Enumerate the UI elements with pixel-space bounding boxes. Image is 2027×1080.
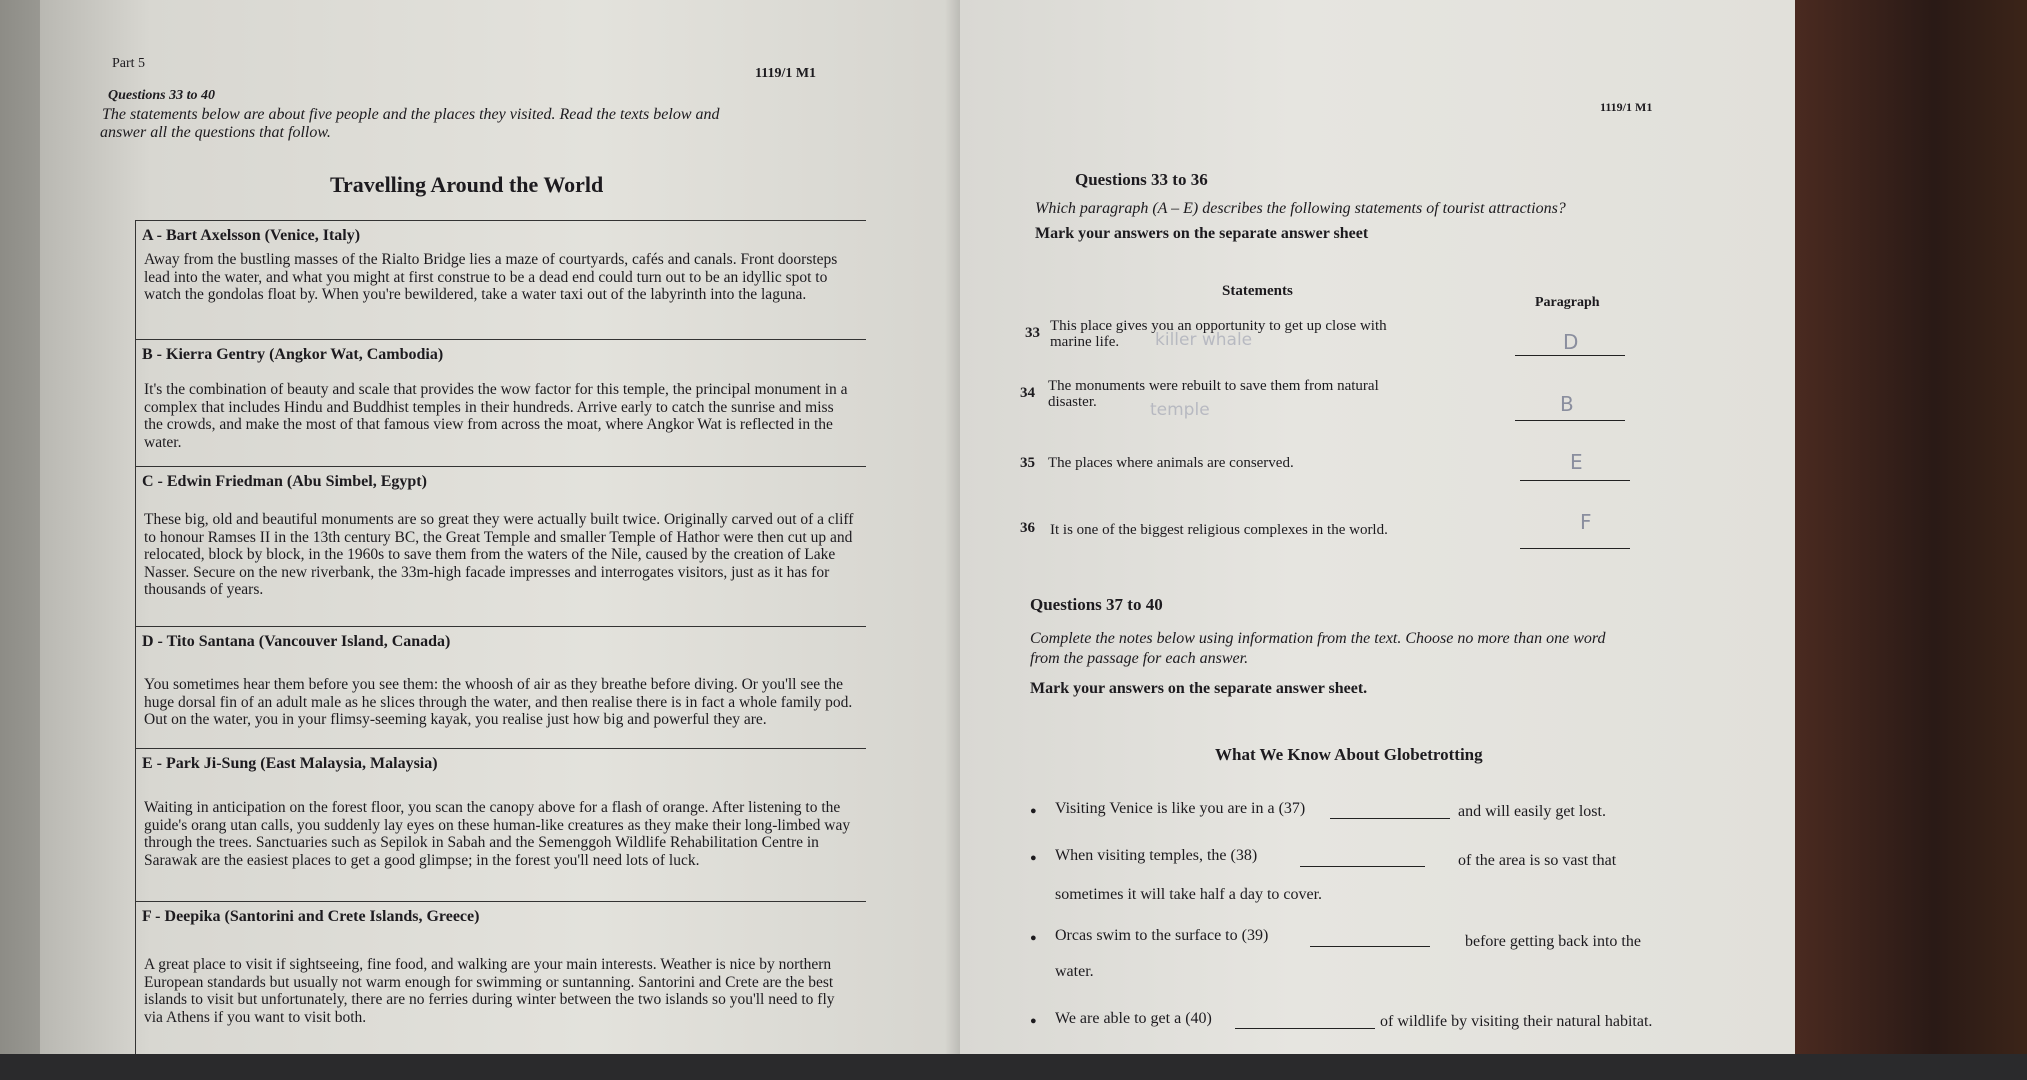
intro-line-1: The statements below are about five people and the places they visited. Read the texts below and <box>102 106 720 123</box>
section-e-text: Waiting in anticipation on the forest floor, you scan the canopy above for a flash of orange. After listening to the guide's orang utan calls, you suddenly lay eyes on these human-like creatures as they make their long-limbed way through the trees. Sanctuaries such as Sepilok in Sabah and the Semenggoh Wildlife Rehabilitation Centre in Sarawak are the easiest places to get a good glimpse; in the forest you'll need lots of luck. <box>144 799 851 869</box>
answer-38-blank[interactable] <box>1300 866 1425 867</box>
passage-box <box>135 220 866 1062</box>
paper-code: 1119/1 M1 <box>755 66 817 81</box>
section-b-heading: B - Kierra Gentry (Angkor Wat, Cambodia) <box>136 339 866 364</box>
passage-title: Travelling Around the World <box>330 172 604 197</box>
statement-34-number: 34 <box>1020 385 1035 401</box>
note-40-text: We are able to get a (40) <box>1055 1010 1212 1027</box>
answer-40-blank[interactable] <box>1235 1028 1375 1029</box>
section-d-text: You sometimes hear them before you see them: the whoosh of air as they breathe before diving. Or you'll see the huge dorsal fin of an adult male as he slices through the water, and then realise there is in fact a whole family pod. Out on the water, you in your flimsy-seeming kayak, you realise just how big and powerful they are. <box>144 676 853 728</box>
section-c-text: These big, old and beautiful monuments are so great they were actually built twice. Originally carved out of a cliff to honour Ramses II in the 13th century BC, the Great Temple and smaller Temple of Hathor were then cut up and relocated, block by block, in the 1960s to save them from the waters of the Nile, caused by the creation of Lake Nasser. Secure on the new riverbank, the 33m-high facade impresses and interrogates visitors, just as it has for thousands of years. <box>144 511 854 598</box>
questions-range: Questions 33 to 40 <box>108 88 215 103</box>
answer-34: B <box>1560 392 1574 416</box>
statement-34: The monuments were rebuilt to save them from natural disaster. <box>1048 378 1379 410</box>
section-b-text: It's the combination of beauty and scale that provides the wow factor for this temple, the principal monument in a complex that includes Hindu and Buddhist temples in their hundreds. Arrive early to catch the sunrise and miss the crowds, and make the most of that famous view from across the moat, where Angkor Wat is reflected in the water. <box>144 381 848 451</box>
note-39-text: Orcas swim to the surface to (39) <box>1055 927 1269 944</box>
statement-35-number: 35 <box>1020 455 1035 471</box>
statements-column-header: Statements <box>1222 283 1293 299</box>
statement-33-scribble: killer whale <box>1155 330 1253 350</box>
q33-36-heading: Questions 33 to 36 <box>1075 170 1208 189</box>
part-label: Part 5 <box>112 56 146 71</box>
note-39-cont: water. <box>1055 963 1094 980</box>
note-39-after: before getting back into the <box>1465 933 1641 950</box>
desk-background-right <box>1795 0 2027 1080</box>
section-d-heading: D - Tito Santana (Vancouver Island, Canada) <box>136 626 866 651</box>
right-page <box>960 0 1795 1080</box>
answer-33-blank[interactable] <box>1515 355 1625 356</box>
note-37-bullet: ● <box>1030 805 1037 817</box>
answer-36: F <box>1580 510 1592 534</box>
statement-36: It is one of the biggest religious complexes in the world. <box>1050 522 1388 538</box>
statement-33-number: 33 <box>1025 325 1040 341</box>
paragraph-column-header: Paragraph <box>1535 295 1600 310</box>
q33-36-instruction: Which paragraph (A – E) describes the following statements of tourist attractions? <box>1035 200 1566 217</box>
floor-strip <box>0 1054 2027 1080</box>
q37-40-instruction-2: from the passage for each answer. <box>1030 650 1249 667</box>
note-38-cont: sometimes it will take half a day to cover. <box>1055 886 1323 903</box>
statement-34-scribble: temple <box>1150 400 1210 420</box>
answer-35: E <box>1570 450 1583 474</box>
section-f-text: A great place to visit if sightseeing, fine food, and walking are your main interests. Weather is nice by northern European standards but usually not warm enough for swimming or suntanning. Santorini and Crete are the best islands to visit but unfortunately, there are no ferries during winter between the two islands so you'll need to fly via Athens if you want to visit both. <box>144 956 835 1026</box>
note-40-bullet: ● <box>1030 1015 1037 1027</box>
note-38-after: of the area is so vast that <box>1458 852 1617 869</box>
answer-36-blank[interactable] <box>1520 548 1630 549</box>
note-38-bullet: ● <box>1030 852 1037 864</box>
answer-35-blank[interactable] <box>1520 480 1630 481</box>
statement-33: This place gives you an opportunity to get up close with marine life. <box>1050 318 1387 350</box>
intro-line-2: answer all the questions that follow. <box>100 124 331 141</box>
statement-36-number: 36 <box>1020 520 1035 536</box>
answer-34-blank[interactable] <box>1515 420 1625 421</box>
section-e-heading: E - Park Ji-Sung (East Malaysia, Malaysia) <box>136 748 866 773</box>
note-37-after: and will easily get lost. <box>1458 803 1606 820</box>
q33-36-mark: Mark your answers on the separate answer sheet <box>1035 225 1369 242</box>
notes-title: What We Know About Globetrotting <box>1215 745 1483 764</box>
note-38-text: When visiting temples, the (38) <box>1055 847 1258 864</box>
q37-40-heading: Questions 37 to 40 <box>1030 595 1163 614</box>
section-f-heading: F - Deepika (Santorini and Crete Islands, Greece) <box>136 901 866 926</box>
section-c-heading: C - Edwin Friedman (Abu Simbel, Egypt) <box>136 466 866 491</box>
note-37-text: Visiting Venice is like you are in a (37) <box>1055 800 1306 817</box>
answer-33: D <box>1563 330 1579 354</box>
q37-40-instruction-1: Complete the notes below using information from the text. Choose no more than one word <box>1030 630 1606 647</box>
answer-39-blank[interactable] <box>1310 946 1430 947</box>
paper-code-right: 1119/1 M1 <box>1600 100 1653 114</box>
note-39-bullet: ● <box>1030 932 1037 944</box>
answer-37-blank[interactable] <box>1330 818 1450 819</box>
section-a-heading: A - Bart Axelsson (Venice, Italy) <box>142 227 361 244</box>
note-40-after: of wildlife by visiting their natural habitat. <box>1380 1013 1653 1030</box>
left-page <box>40 0 960 1080</box>
q37-40-mark: Mark your answers on the separate answer sheet. <box>1030 680 1368 697</box>
section-a-text: Away from the bustling masses of the Rialto Bridge lies a maze of courtyards, cafés and canals. Front doorsteps lead into the water, and what you might at first construe to be a dead end could turn out to be an idyllic spot to watch the gondolas float by. When you're bewildered, take a water taxi out of the labyrinth into the laguna. <box>144 251 838 303</box>
statement-35: The places where animals are conserved. <box>1048 455 1294 471</box>
